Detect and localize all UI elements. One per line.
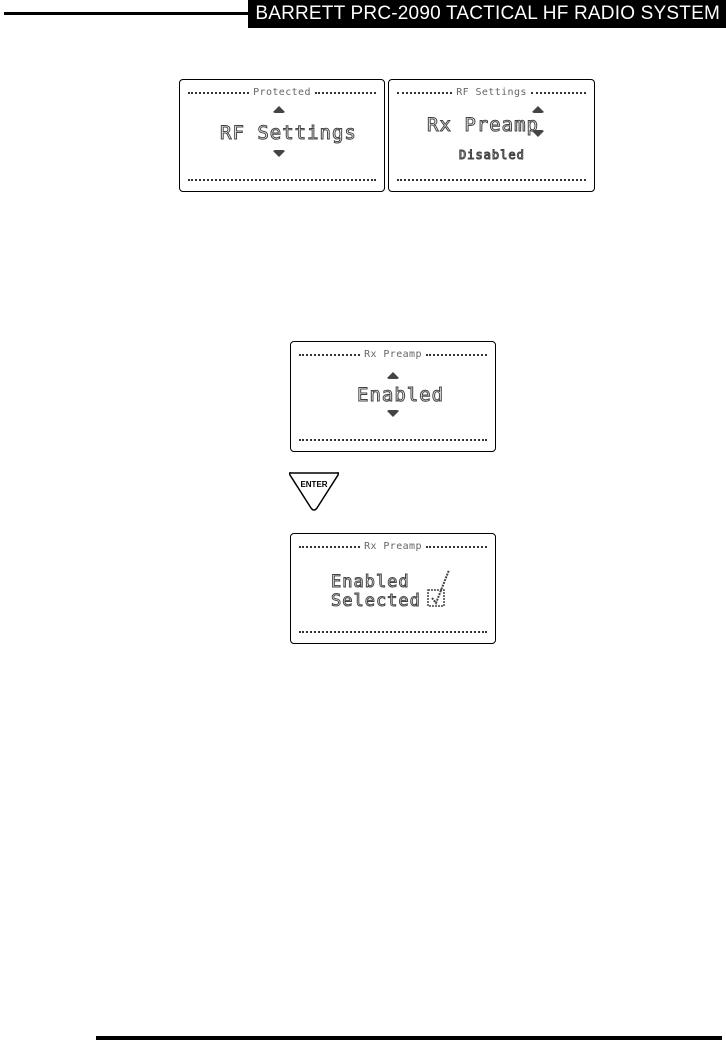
lcd-main-text: Enabled — [357, 384, 445, 406]
lcd-title-bar — [188, 87, 376, 99]
lcd-screen-protected — [179, 79, 385, 192]
checkmark-icon — [425, 566, 455, 610]
enter-key-label: ENTER — [300, 480, 328, 489]
lcd-line-1: Enabled — [331, 572, 410, 592]
lcd-main-text: Rx Preamp — [427, 114, 539, 136]
lcd-title: Rx Preamp — [364, 541, 422, 552]
lcd-screen-rx-preamp-enabled — [290, 341, 496, 452]
header-rule-line — [4, 12, 248, 15]
page-header — [0, 0, 726, 30]
lcd-screen-rx-preamp-selected — [290, 533, 496, 644]
header-title: BARRETT PRC-2090 TACTICAL HF RADIO SYSTEM — [248, 0, 726, 28]
down-arrow-icon — [531, 130, 545, 137]
lcd-line-2: Selected — [331, 591, 421, 611]
lcd-bottom-rule — [299, 631, 487, 633]
up-arrow-icon — [386, 372, 400, 379]
lcd-title: Protected — [253, 87, 311, 98]
lcd-title: RF Settings — [456, 87, 527, 98]
lcd-title: Rx Preamp — [364, 349, 422, 360]
enter-key-shape-icon — [287, 470, 341, 512]
down-arrow-icon — [386, 410, 400, 417]
lcd-main-text: RF Settings — [220, 122, 357, 144]
lcd-title-bar — [299, 541, 487, 553]
lcd-screen-rf-settings — [388, 79, 595, 192]
lcd-title-bar — [299, 349, 487, 361]
up-arrow-icon — [272, 106, 286, 113]
lcd-sub-text: Disabled — [459, 148, 525, 162]
lcd-bottom-rule — [299, 439, 487, 441]
lcd-bottom-rule — [188, 179, 376, 181]
up-arrow-icon — [531, 106, 545, 113]
lcd-bottom-rule — [397, 179, 586, 181]
footer-rule — [96, 1036, 722, 1040]
lcd-title-bar — [397, 87, 586, 99]
down-arrow-icon — [272, 150, 286, 157]
enter-key-button[interactable] — [287, 470, 341, 512]
